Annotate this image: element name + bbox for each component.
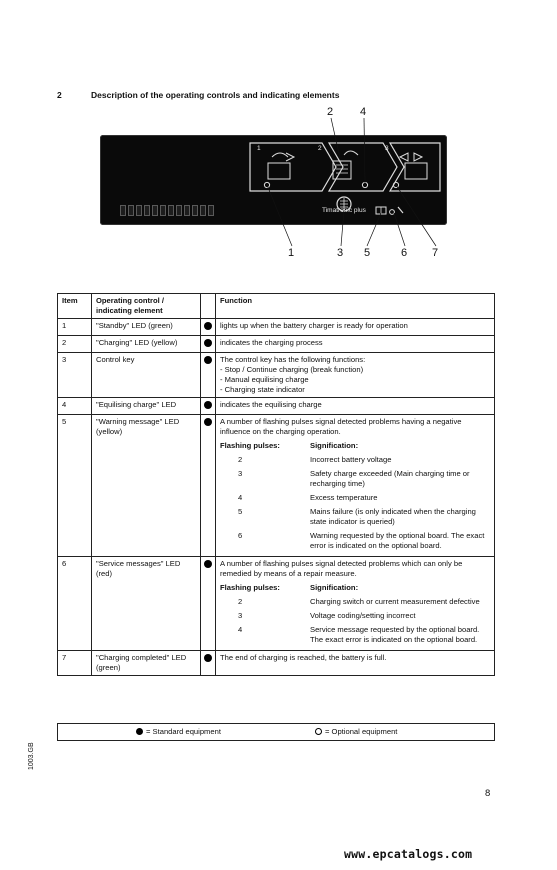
- row-item: 1: [58, 319, 92, 336]
- segment-label-2: 2: [318, 145, 322, 152]
- row-element: "Equilising charge" LED: [92, 398, 201, 415]
- row-function: indicates the equilising charge: [216, 398, 495, 415]
- callout-5: 5: [364, 247, 371, 259]
- pulse-count: 3: [238, 469, 243, 479]
- pulse-count: 2: [238, 455, 243, 465]
- section-title: Description of the operating controls and indicating elements: [91, 90, 340, 100]
- table-row: [58, 336, 495, 353]
- table-row: [58, 415, 495, 557]
- pulse-meaning: Voltage coding/setting incorrect: [310, 611, 416, 621]
- pulse-meaning: Service message requested by the optional board. The exact error is indicated on the optional board.: [310, 625, 480, 645]
- row-function: [216, 557, 495, 651]
- legend-standard: [136, 727, 221, 736]
- row-function: indicates the charging process: [216, 336, 495, 353]
- row-element: Control key: [92, 353, 201, 398]
- row-item: 7: [58, 651, 92, 676]
- table-row: [58, 353, 495, 398]
- callout-2: 2: [327, 106, 334, 118]
- pulse-count: 4: [238, 625, 243, 635]
- row-item: 6: [58, 557, 92, 651]
- row-element: "Service messages" LED (red): [92, 557, 201, 651]
- pulse-count: 3: [238, 611, 243, 621]
- callout-3: 3: [337, 247, 344, 259]
- function-text: A number of flashing pulses signal detected problems which can only be remedied by means of a repair measure.: [220, 559, 463, 579]
- table-row: [58, 398, 495, 415]
- standard-equipment-marker: [201, 651, 216, 676]
- row-function: The end of charging is reached, the battery is full.: [216, 651, 495, 676]
- row-element: "Standby" LED (green): [92, 319, 201, 336]
- row-item: 2: [58, 336, 92, 353]
- signification-header: Signification:: [310, 441, 359, 451]
- signification-header: Signification:: [310, 583, 359, 593]
- pulse-table: [220, 582, 490, 648]
- header-function: Function: [216, 294, 495, 319]
- pulse-table: [220, 440, 490, 554]
- brand-logo: Timatronic plus: [322, 207, 366, 214]
- table-row: [58, 557, 495, 651]
- pulse-meaning: Excess temperature: [310, 493, 378, 503]
- header-item: Item: [58, 294, 92, 319]
- callout-leaders: [0, 0, 557, 290]
- watermark: www.epcatalogs.com: [344, 847, 473, 861]
- standard-equipment-marker: [201, 353, 216, 398]
- pulse-meaning: Warning requested by the optional board. The exact error is indicated on the optional board.: [310, 531, 485, 551]
- pulse-header: Flashing pulses:: [220, 441, 280, 451]
- pulse-count: 2: [238, 597, 243, 607]
- header-element: Operating control / indicating element: [92, 294, 201, 319]
- row-element: "Charging completed" LED (green): [92, 651, 201, 676]
- standard-equipment-marker: [201, 319, 216, 336]
- row-item: 4: [58, 398, 92, 415]
- pulse-meaning: Mains failure (is only indicated when the charging state indicator is queried): [310, 507, 476, 527]
- page-number: 8: [485, 788, 491, 799]
- row-element: "Warning message" LED (yellow): [92, 415, 201, 557]
- standard-equipment-marker: [201, 557, 216, 651]
- pulse-header: Flashing pulses:: [220, 583, 280, 593]
- function-text: A number of flashing pulses signal detected problems having a negative influence on the charging operation.: [220, 417, 462, 437]
- row-function: lights up when the battery charger is ready for operation: [216, 319, 495, 336]
- pulse-count: 5: [238, 507, 243, 517]
- document-code: 1003.GB: [28, 742, 35, 770]
- pulse-meaning: Safety charge exceeded (Main charging time or recharging time): [310, 469, 470, 489]
- row-function: [216, 415, 495, 557]
- callout-6: 6: [401, 247, 408, 259]
- legend-standard-text: = Standard equipment: [146, 727, 221, 736]
- row-item: 3: [58, 353, 92, 398]
- pulse-count: 6: [238, 531, 243, 541]
- callout-7: 7: [432, 247, 439, 259]
- controls-table: [57, 293, 495, 676]
- segment-label-1: 1: [257, 145, 261, 152]
- pulse-meaning: Incorrect battery voltage: [310, 455, 392, 465]
- standard-equipment-marker: [201, 336, 216, 353]
- pulse-count: 4: [238, 493, 243, 503]
- equipment-legend: [57, 723, 495, 741]
- table-row: [58, 319, 495, 336]
- callout-4: 4: [360, 106, 367, 118]
- open-circle-icon: [315, 728, 322, 735]
- segment-label-3: 3: [385, 145, 389, 152]
- standard-equipment-marker: [201, 398, 216, 415]
- standard-equipment-marker: [201, 415, 216, 557]
- section-number: 2: [57, 90, 62, 100]
- callout-1: 1: [288, 247, 295, 259]
- legend-optional-text: = Optional equipment: [325, 727, 398, 736]
- table-row: [58, 651, 495, 676]
- row-item: 5: [58, 415, 92, 557]
- row-function: The control key has the following functions: - Stop / Continue charging (break function) - Manual equilising charge - Charging state indicator: [216, 353, 495, 398]
- legend-optional: [315, 727, 397, 736]
- header-equipment: [201, 294, 216, 319]
- pulse-meaning: Charging switch or current measurement defective: [310, 597, 480, 607]
- filled-circle-icon: [136, 728, 143, 735]
- table-header-row: [58, 294, 495, 319]
- row-element: "Charging" LED (yellow): [92, 336, 201, 353]
